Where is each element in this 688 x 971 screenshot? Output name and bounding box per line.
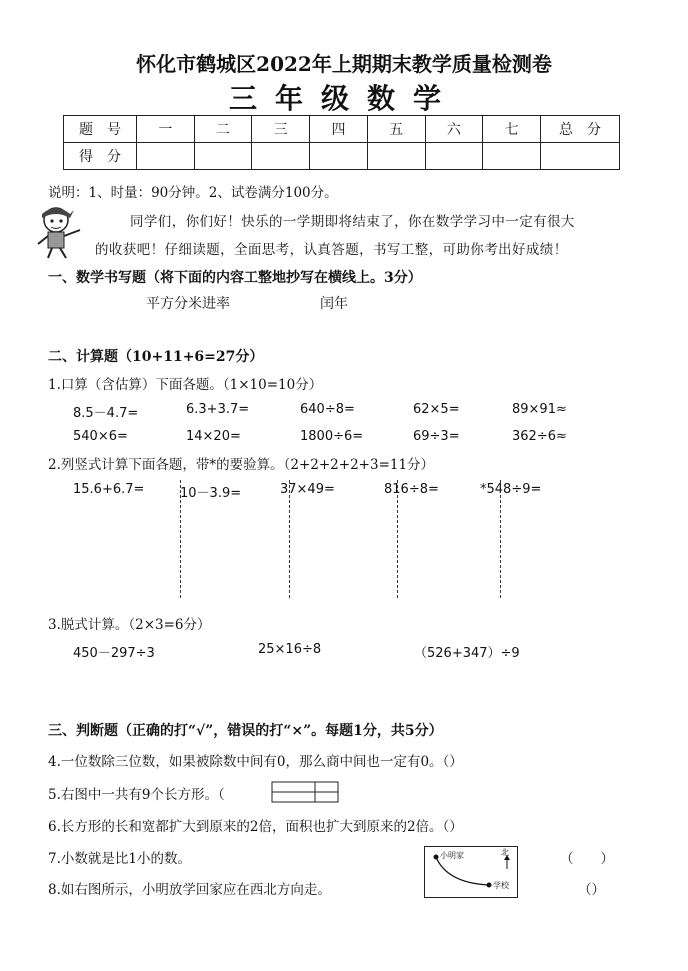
table-cell: 一 (137, 116, 195, 143)
answer-paren-q7[interactable]: （ ） (560, 851, 614, 867)
direction-map (424, 846, 518, 898)
section-2-title: 二、计算题（10+11+6=27分） (48, 349, 264, 365)
exam-title: 怀化市鹤城区2022年上期期末教学质量检测卷 (136, 52, 552, 76)
q1-item: 8.5－4.7= (73, 406, 139, 421)
q1-item: 69÷3= (413, 429, 460, 444)
divider (397, 480, 398, 598)
greeting-line-2: 的收获吧！仔细读题，全面思考，认真答题，书写工整，可助你考出好成绩！ (95, 242, 568, 258)
q3-title: 3.脱式计算。（2×3=6分） (48, 617, 211, 633)
q3-item: （526+347）÷9 (414, 646, 520, 661)
map-label-north: 北 (501, 848, 509, 857)
section-3-title: 三、判断题（正确的打“√”，错误的打“×”。每题1分，共5分） (48, 723, 443, 739)
score-input-cell[interactable] (425, 143, 483, 170)
q1-title: 1.口算（含估算）下面各题。（1×10=10分） (48, 377, 323, 393)
judge-q5: 5.右图中一共有9个长方形。（ (48, 787, 225, 803)
score-input-cell[interactable] (194, 143, 252, 170)
q2-item: 10－3.9= (180, 486, 242, 501)
rectangle-figure (271, 781, 339, 803)
q1-item: 1800÷6= (300, 429, 364, 444)
table-cell: 二 (194, 116, 252, 143)
score-input-cell[interactable] (483, 143, 541, 170)
table-cell: 六 (425, 116, 483, 143)
greeting-line-1: 同学们，你们好！快乐的一学期即将结束了，你在数学学习中一定有很大 (130, 214, 575, 230)
table-cell: 得 分 (64, 143, 137, 170)
map-label-school: 学校 (493, 881, 509, 890)
score-input-cell[interactable] (367, 143, 425, 170)
score-input-cell[interactable] (252, 143, 310, 170)
divider (289, 480, 290, 598)
score-input-cell[interactable] (541, 143, 620, 170)
mascot-icon (30, 200, 86, 260)
score-input-cell[interactable] (137, 143, 195, 170)
table-cell: 三 (252, 116, 310, 143)
judge-q8: 8.如右图所示，小明放学回家应在西北方向走。 (48, 882, 331, 898)
q1-item: 362÷6≈ (512, 429, 567, 444)
table-cell: 五 (367, 116, 425, 143)
q2-item: 37×49= (280, 482, 335, 497)
copy-text-b: 闰年 (320, 296, 348, 312)
q3-item: 25×16÷8 (258, 642, 322, 657)
q1-item: 89×91≈ (512, 402, 567, 417)
judge-q6: 6.长方形的长和宽都扩大到原来的2倍，面积也扩大到原来的2倍。（） (48, 819, 463, 835)
instructions: 说明：1、时量：90分钟。2、试卷满分100分。 (48, 185, 338, 201)
table-cell: 四 (310, 116, 368, 143)
table-row (64, 143, 620, 170)
divider (180, 480, 181, 598)
q1-item: 14×20= (186, 429, 241, 444)
q2-item: 15.6+6.7= (73, 482, 145, 497)
exam-subject: 三年级数学 (228, 82, 459, 115)
map-label-home: 小明家 (440, 851, 464, 860)
table-row (64, 116, 620, 143)
q2-title: 2.列竖式计算下面各题，带*的要验算。（2+2+2+2+3=11分） (48, 457, 435, 473)
q1-item: 640÷8= (300, 402, 355, 417)
score-table (63, 115, 620, 170)
divider (500, 480, 501, 598)
q2-item: *548÷9= (480, 482, 542, 497)
judge-q7: 7.小数就是比1小的数。 (48, 851, 191, 867)
section-1-title: 一、数学书写题（将下面的内容工整地抄写在横线上。3分） (48, 270, 422, 286)
score-input-cell[interactable] (310, 143, 368, 170)
copy-text-a: 平方分米进率 (146, 296, 230, 312)
q3-item: 450－297÷3 (73, 646, 155, 661)
table-cell: 七 (483, 116, 541, 143)
answer-paren-q8[interactable]: （） (578, 882, 605, 898)
table-cell: 题 号 (64, 116, 137, 143)
table-cell: 总 分 (541, 116, 620, 143)
q2-item: 816÷8= (384, 482, 439, 497)
q1-item: 62×5= (413, 402, 460, 417)
q1-item: 540×6= (73, 429, 128, 444)
judge-q4: 4.一位数除三位数，如果被除数中间有0，那么商中间也一定有0。（） (48, 754, 463, 770)
q1-item: 6.3+3.7= (186, 402, 250, 417)
